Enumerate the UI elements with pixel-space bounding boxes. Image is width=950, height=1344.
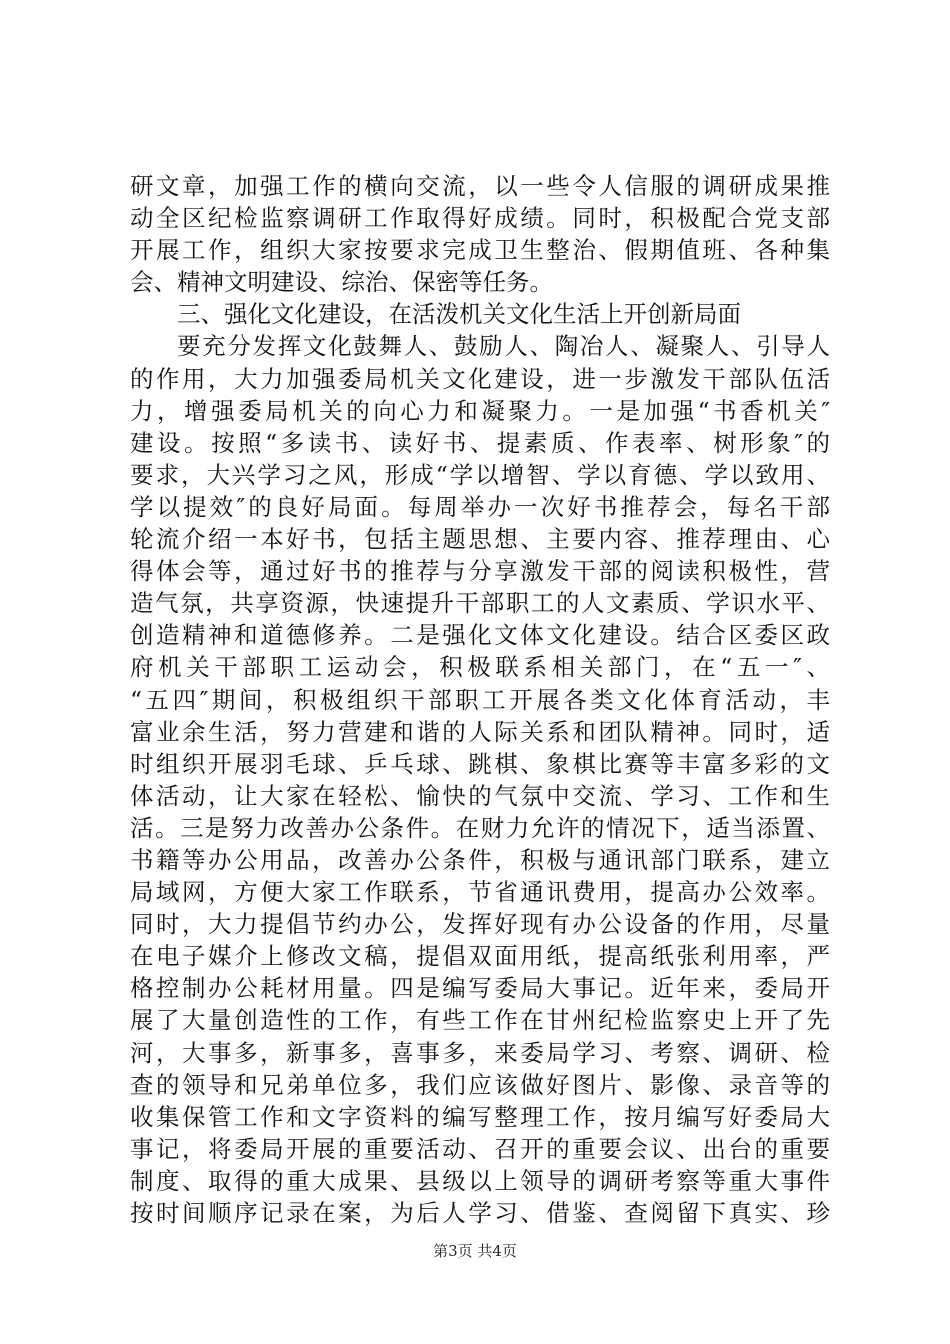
text-line: 学以提效″的良好局面。每周举办一次好书推荐会，每名干部 [130,492,830,521]
text-line: 收集保管工作和文字资料的编写整理工作，按月编写好委局大 [130,1102,830,1131]
text-line: 要求，大兴学习之风，形成“学以增智、学以育德、学以致用、 [130,460,830,489]
text-line: 局域网，方便大家工作联系，节省通讯费用，提高办公效率。 [130,878,830,907]
text-line: “五四″期间，积极组织干部职工开展各类文化体育活动，丰 [130,685,830,714]
text-line: 河，大事多，新事多，喜事多，来委局学习、考察、调研、检 [130,1038,830,1067]
text-line: 研文章，加强工作的横向交流，以一些令人信服的调研成果推 [130,172,830,200]
text-line: 时组织开展羽毛球、乒乓球、跳棋、象棋比赛等丰富多彩的文 [130,749,830,778]
text-line: 事记，将委局开展的重要活动、召开的重要会议、出台的重要 [130,1134,830,1163]
text-line: 造气氛，共享资源，快速提升干部职工的人文素质、学识水平、 [130,589,830,618]
text-line: 轮流介绍一本好书，包括主题思想、主要内容、推荐理由、心 [130,525,830,554]
page-footer [0,1240,950,1261]
text-line: 得体会等，通过好书的推荐与分享激发干部的阅读积极性，营 [130,557,830,586]
text-line: 力，增强委局机关的向心力和凝聚力。一是加强“书香机关″ [130,396,830,425]
section-heading: 三、强化文化建设，在活泼机关文化生活上开创新局面 [177,300,741,329]
text-line: 书籍等办公用品，改善办公条件，积极与通讯部门联系，建立 [130,845,830,874]
document-body [130,170,830,1229]
text-line: 开展工作，组织大家按要求完成卫生整治、假期值班、各种集 [130,236,830,265]
text-line: 展了大量创造性的工作，有些工作在甘州纪检监察史上开了先 [130,1006,830,1035]
text-line: 动全区纪检监察调研工作取得好成绩。同时，积极配合党支部 [130,204,830,233]
text-line: 富业余生活，努力营建和谐的人际关系和团队精神。同时，适 [130,717,830,746]
page-number: 第3页 共4页 [433,1242,517,1260]
text-line: 在电子媒介上修改文稿，提倡双面用纸，提高纸张利用率，严 [130,942,830,971]
text-line: 按时间顺序记录在案，为后人学习、借鉴、查阅留下真实、珍 [130,1199,830,1227]
text-line: 会、精神文明建设、综治、保密等任务。 [130,268,553,297]
text-line: 制度、取得的重大成果、县级以上领导的调研考察等重大事件 [130,1166,830,1195]
text-line: 建设。按照“多读书、读好书、提素质、作表率、树形象″的 [130,428,830,457]
text-line: 查的领导和兄弟单位多，我们应该做好图片、影像、录音等的 [130,1070,830,1099]
text-line: 格控制办公耗材用量。四是编写委局大事记。近年来，委局开 [130,974,830,1003]
text-line: 体活动，让大家在轻松、愉快的气氛中交流、学习、工作和生 [130,781,830,810]
text-line: 的作用，大力加强委局机关文化建设，进一步激发干部队伍活 [130,364,830,393]
text-line: 创造精神和道德修养。二是强化文体文化建设。结合区委区政 [130,621,830,650]
text-line: 要充分发挥文化鼓舞人、鼓励人、陶冶人、凝聚人、引导人 [177,332,830,361]
text-line: 同时，大力提倡节约办公，发挥好现有办公设备的作用，尽量 [130,910,830,939]
text-line: 府机关干部职工运动会，积极联系相关部门，在“五一″、 [130,653,830,682]
text-line: 活。三是努力改善办公条件。在财力允许的情况下，适当添置、 [130,813,830,842]
